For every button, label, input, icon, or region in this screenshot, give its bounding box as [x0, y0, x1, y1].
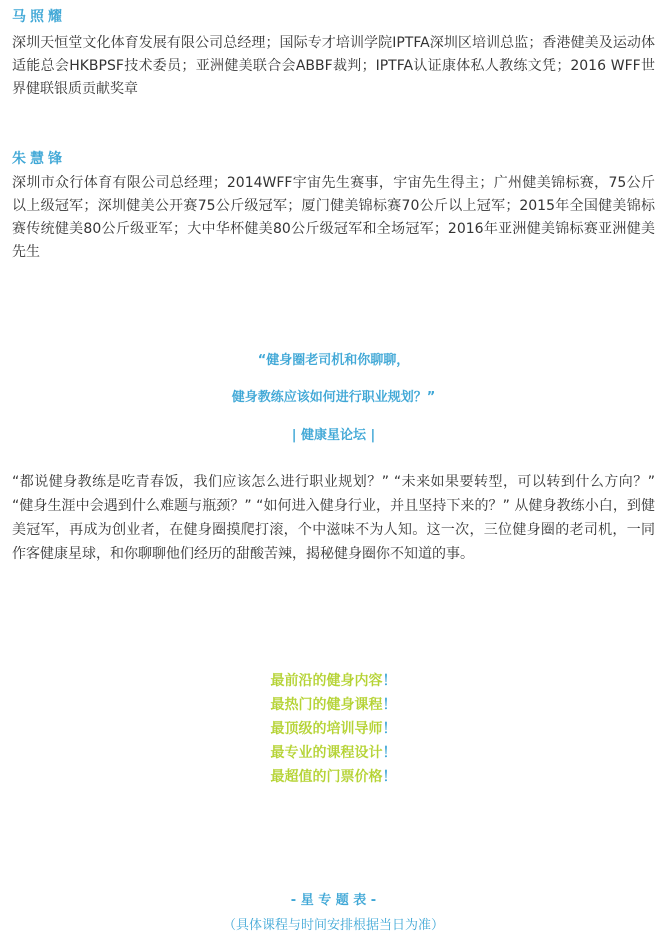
schedule-note: （具体课程与时间安排根据当日为准）	[222, 918, 444, 933]
profile-name-ma: 马照耀	[12, 9, 66, 25]
forum-name: | 健康星论坛 |	[291, 428, 376, 443]
profile-bio-ma: 深圳天恒堂文化体育发展有限公司总经理；国际专才培训学院IPTFA深圳区培训总监；香港健美及运动体适能总会HKBPSF技术委员；亚洲健美联合会ABBF裁判；IPTFA认证康体私人教练文凭；2016 WFF世界健联银质贡献奖章	[12, 35, 655, 97]
highlight-item: 最超值的门票价格！	[270, 769, 397, 785]
intro-paragraph: “都说健身教练是吃青春饭，我们应该怎么进行职业规划？” “未来如果要转型，可以转到什么方向？” “健身生涯中会遇到什么难题与瓶颈？” “如何进入健身行业，并且坚持下来的？” 从健身教练小白，到健美冠军，再成为创业者，在健身圈摸爬打滚，个中滋味不为人知。这一次，三位健身圈的老司机，一同作客健康星球，和你聊聊他们经历的甜酸苦辣，揭秘健身圈你不知道的事。	[12, 474, 655, 562]
highlight-item: 最顶级的培训导师！	[270, 721, 397, 737]
profile-name-zhu: 朱慧锋	[12, 151, 66, 167]
highlight-item: 最热门的健身课程！	[270, 697, 397, 713]
forum-topic-line-1: “健身圈老司机和你聊聊，	[257, 353, 410, 368]
highlight-item: 最前沿的健身内容！	[270, 673, 397, 689]
profile-bio-zhu: 深圳市众行体育有限公司总经理；2014WFF宇宙先生赛事，宇宙先生得主；广州健美锦标赛，75公斤以上级冠军；深圳健美公开赛75公斤级冠军；厦门健美锦标赛70公斤以上冠军；2015年全国健美锦标赛传统健美80公斤级亚军；大中华杯健美80公斤级冠军和全场冠军；2016年亚洲健美锦标赛亚洲健美先生	[12, 175, 655, 260]
highlight-item: 最专业的课程设计！	[270, 745, 397, 761]
forum-topic-line-2: 健身教练应该如何进行职业规划？”	[231, 390, 436, 405]
schedule-title: - 星 专 题 表 -	[290, 893, 377, 908]
